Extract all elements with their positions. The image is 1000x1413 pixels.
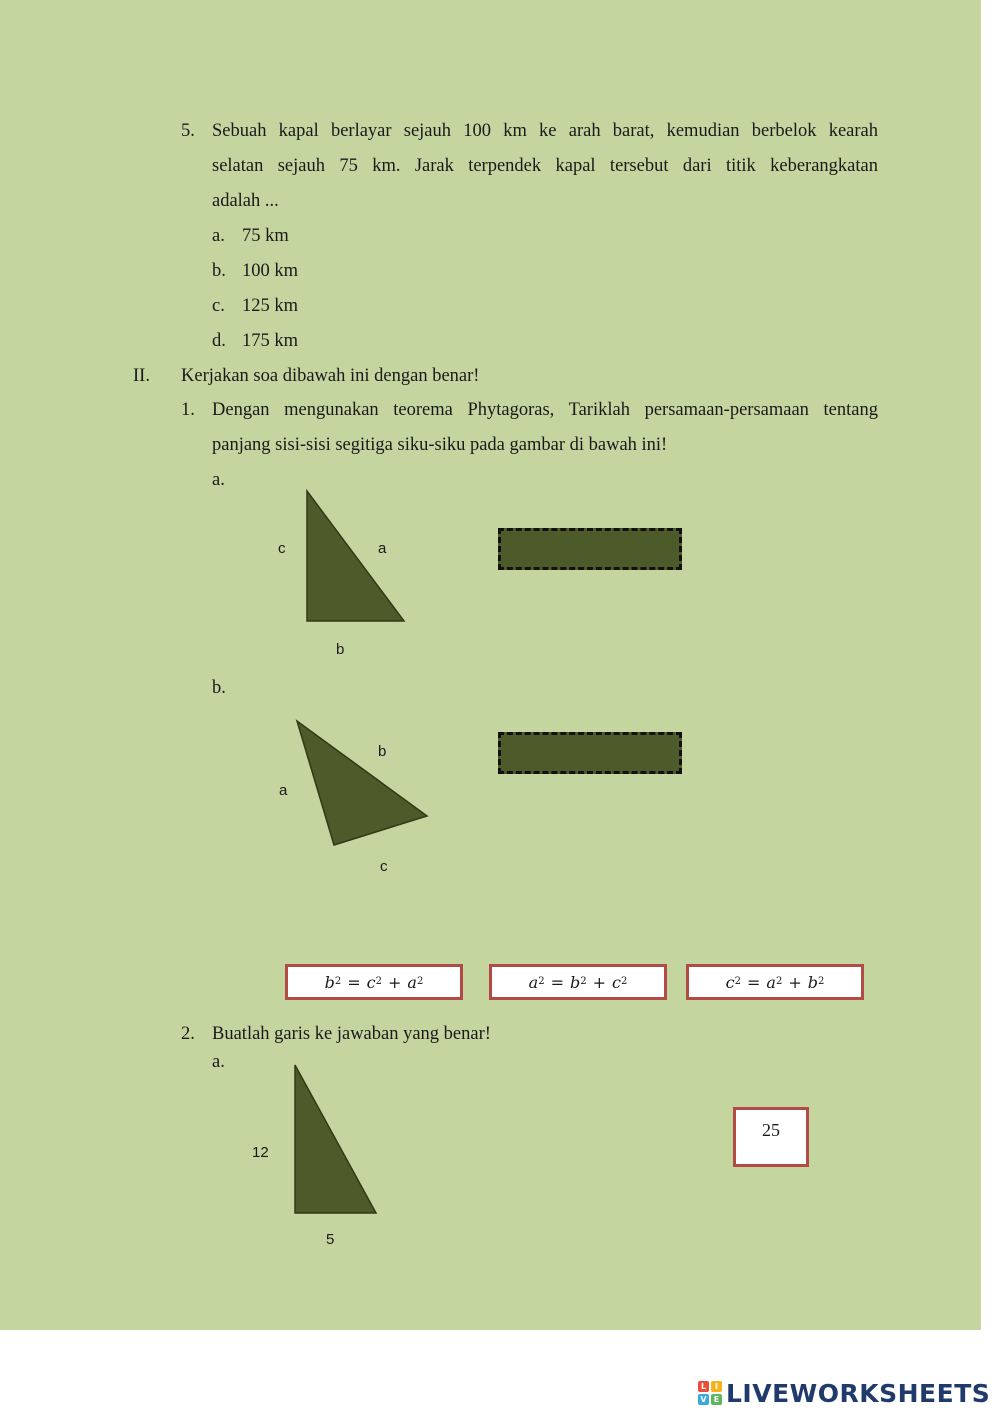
answer-box-25[interactable]: 25 — [733, 1107, 809, 1167]
question-5-line-1: Sebuah kapal berlayar sejauh 100 km ke arah barat, kemudian berbelok kearah — [212, 121, 878, 141]
eq3-term-1: a — [766, 972, 776, 992]
liveworksheets-logo[interactable] — [698, 1376, 990, 1410]
option-c-text: 125 km — [242, 296, 299, 316]
eq1-equals: = — [347, 972, 361, 992]
eq1-plus: + — [388, 972, 402, 992]
eq2-lhs: a — [528, 972, 539, 992]
part-a-label: a. — [212, 470, 225, 490]
eq2-equals: = — [550, 972, 564, 992]
eq3-lhs: c — [725, 972, 735, 992]
eq3-equals: = — [746, 972, 761, 992]
logo-icon — [698, 1381, 722, 1405]
option-b-letter: b. — [212, 261, 226, 281]
eq3-term-2: b — [807, 972, 818, 992]
equation-option-2[interactable]: a 2 = b 2 + c 2 — [489, 964, 667, 1000]
triangle-q2-shape — [295, 1065, 376, 1213]
equation-option-1[interactable]: b 2 = c 2 + a 2 — [285, 964, 463, 1000]
eq2-plus: + — [592, 972, 606, 992]
triangle-a-shape — [307, 491, 404, 621]
question-1-line-1: Dengan mengunakan teorema Phytagoras, Tariklah persamaan-persamaan tentang — [212, 400, 878, 420]
triangle-b-side-a: a — [279, 782, 288, 799]
logo-tile-l: L — [698, 1381, 709, 1392]
question-1-line-2: panjang sisi-sisi segitiga siku-siku pada gambar di bawah ini! — [212, 435, 668, 455]
question-2-part-a-label: a. — [212, 1052, 225, 1072]
eq1-lhs: b — [324, 972, 335, 992]
logo-wordmark: LIVEWORKSHEETS — [726, 1378, 991, 1408]
option-a-letter: a. — [212, 226, 225, 246]
logo-tile-i: I — [711, 1381, 722, 1392]
option-d-text: 175 km — [242, 331, 299, 351]
eq1-term-1: c — [366, 972, 376, 992]
section-2-title: Kerjakan soa dibawah ini dengan benar! — [181, 366, 480, 386]
question-5-line-2: selatan sejauh 75 km. Jarak terpendek kapal tersebut dari titik keberangkatan — [212, 156, 878, 176]
logo-tile-v: V — [698, 1394, 709, 1405]
question-2-number: 2. — [181, 1024, 195, 1044]
triangle-a-side-a: a — [378, 540, 387, 557]
eq3-plus: + — [788, 972, 802, 992]
option-d-letter: d. — [212, 331, 226, 351]
logo-tile-e: E — [711, 1394, 722, 1405]
triangle-q2-base-side: 5 — [326, 1231, 335, 1248]
question-1-number: 1. — [181, 400, 195, 420]
option-c-letter: c. — [212, 296, 225, 316]
right-triangle-q2 — [288, 1058, 383, 1218]
answer-drop-zone-a[interactable] — [498, 528, 682, 570]
question-5-number: 5. — [181, 121, 195, 141]
eq1-term-2: a — [407, 972, 417, 992]
answer-drop-zone-b[interactable] — [498, 732, 682, 774]
triangle-a-side-c: c — [278, 540, 286, 557]
right-triangle-a — [300, 486, 410, 626]
triangle-b-side-c: c — [380, 858, 388, 875]
triangle-q2-vertical-side: 12 — [252, 1144, 269, 1161]
part-b-label: b. — [212, 678, 226, 698]
question-2-text: Buatlah garis ke jawaban yang benar! — [212, 1024, 491, 1044]
triangle-b-shape — [297, 721, 427, 845]
equation-option-3[interactable]: c 2 = a 2 + b 2 — [686, 964, 864, 1000]
eq2-term-1: b — [569, 972, 581, 992]
eq2-term-2: c — [612, 972, 621, 992]
option-b-text: 100 km — [242, 261, 299, 281]
triangle-a-side-b: b — [336, 641, 345, 658]
section-2-numeral: II. — [133, 366, 150, 386]
right-triangle-b — [290, 712, 435, 852]
option-a-text: 75 km — [242, 226, 289, 246]
triangle-b-side-b: b — [378, 743, 387, 760]
question-5-line-3: adalah ... — [212, 191, 279, 211]
